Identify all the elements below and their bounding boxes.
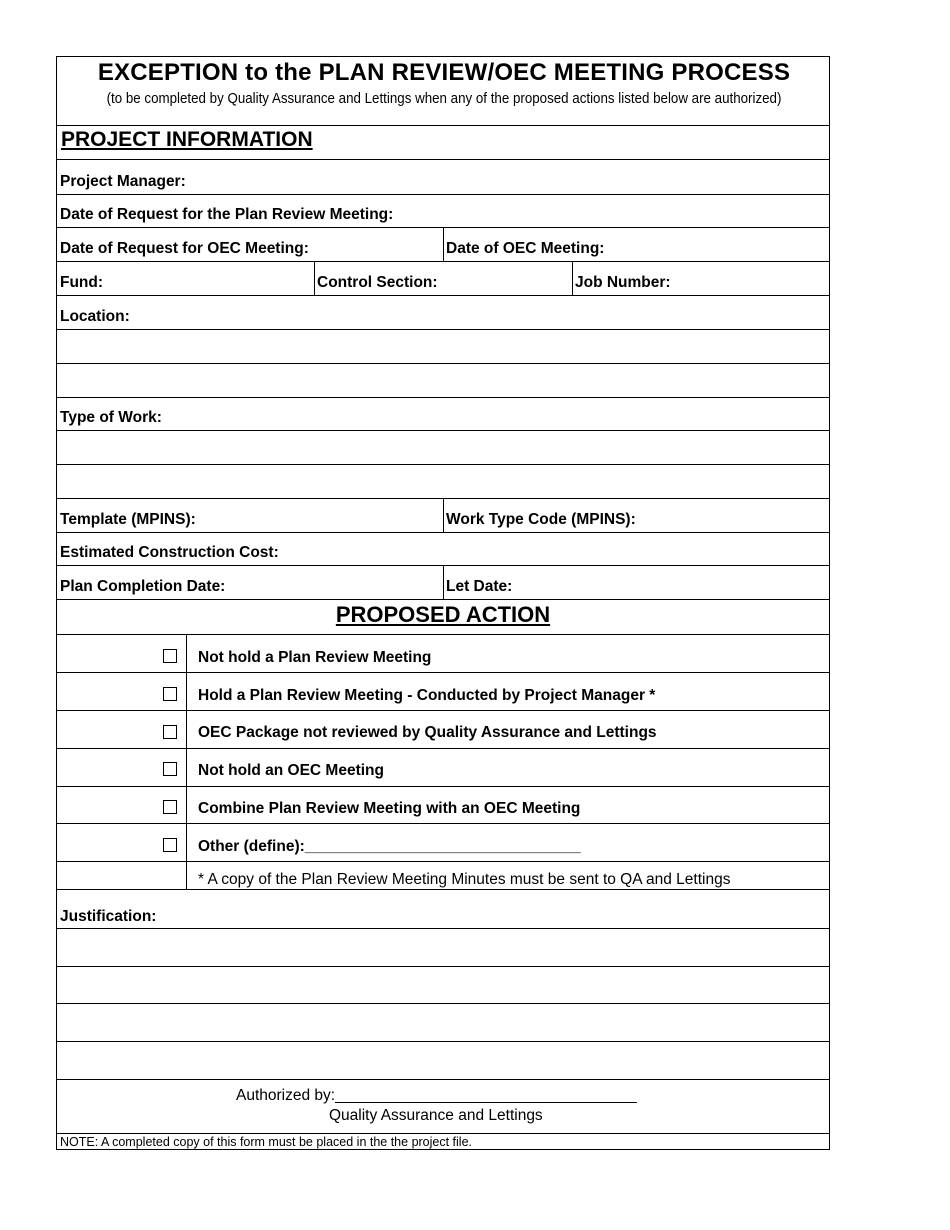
form-title: EXCEPTION to the PLAN REVIEW/OEC MEETING PROCESS (97, 59, 791, 86)
action-checkbox-3[interactable] (163, 725, 177, 739)
divider (57, 823, 829, 824)
action-item-other: Other (define):________________________________ (198, 838, 581, 855)
divider (57, 159, 829, 160)
divider (57, 363, 829, 364)
divider (57, 430, 829, 431)
divider (57, 889, 829, 890)
divider (57, 599, 829, 600)
control-section-label: Control Section: (317, 274, 438, 291)
divider (57, 194, 829, 195)
column-divider (314, 261, 315, 295)
action-item-3: OEC Package not reviewed by Quality Assurance and Lettings (198, 724, 657, 741)
divider (57, 928, 829, 929)
action-item-4: Not hold an OEC Meeting (198, 762, 384, 779)
fund-label: Fund: (60, 274, 104, 291)
divider (57, 295, 829, 296)
action-checkbox-5[interactable] (163, 800, 177, 814)
column-divider (443, 565, 444, 599)
plan-completion-date-label: Plan Completion Date: (60, 578, 226, 595)
divider (57, 464, 829, 465)
authorizing-department: Quality Assurance and Lettings (329, 1107, 543, 1124)
location-label: Location: (60, 308, 130, 325)
project-manager-label: Project Manager: (60, 173, 186, 190)
divider (57, 1079, 829, 1080)
template-label: Template (MPINS): (60, 511, 196, 528)
action-checkbox-1[interactable] (163, 649, 177, 663)
column-divider (572, 261, 573, 295)
divider (57, 532, 829, 533)
divider (57, 1041, 829, 1042)
divider (57, 861, 829, 862)
divider (57, 966, 829, 967)
divider (57, 710, 829, 711)
column-divider (443, 227, 444, 261)
minutes-footnote: * A copy of the Plan Review Meeting Minutes must be sent to QA and Lettings (198, 871, 731, 888)
column-divider (443, 498, 444, 532)
action-item-1: Not hold a Plan Review Meeting (198, 649, 432, 666)
divider (57, 261, 829, 262)
form-note: NOTE: A completed copy of this form must be placed in the the project file. (60, 1135, 473, 1149)
action-checkbox-4[interactable] (163, 762, 177, 776)
let-date-label: Let Date: (446, 578, 513, 595)
action-item-5: Combine Plan Review Meeting with an OEC Meeting (198, 800, 581, 817)
action-item-2: Hold a Plan Review Meeting - Conducted by Project Manager * (198, 687, 656, 704)
justification-label: Justification: (60, 908, 157, 925)
date-request-oec-label: Date of Request for OEC Meeting: (60, 240, 309, 257)
estimated-cost-label: Estimated Construction Cost: (60, 544, 279, 561)
divider (57, 329, 829, 330)
divider (57, 1133, 829, 1134)
date-request-plan-review-label: Date of Request for the Plan Review Meeting: (60, 206, 394, 223)
action-checkbox-6[interactable] (163, 838, 177, 852)
divider (57, 786, 829, 787)
job-number-label: Job Number: (575, 274, 671, 291)
divider (57, 125, 829, 126)
divider (57, 634, 829, 635)
action-checkbox-2[interactable] (163, 687, 177, 701)
divider (57, 672, 829, 673)
divider (57, 748, 829, 749)
project-information-heading: PROJECT INFORMATION (61, 128, 313, 151)
date-oec-label: Date of OEC Meeting: (446, 240, 605, 257)
type-of-work-label: Type of Work: (60, 409, 162, 426)
work-type-code-label: Work Type Code (MPINS): (446, 511, 636, 528)
proposed-action-heading: PROPOSED ACTION (335, 602, 551, 627)
form-subtitle: (to be completed by Quality Assurance and Lettings when any of the proposed actions listed below are authorized) (106, 91, 782, 107)
divider (57, 397, 829, 398)
authorized-by-line: Authorized by:___________________________________ (236, 1087, 637, 1104)
exception-form (56, 56, 830, 1150)
divider (57, 1003, 829, 1004)
